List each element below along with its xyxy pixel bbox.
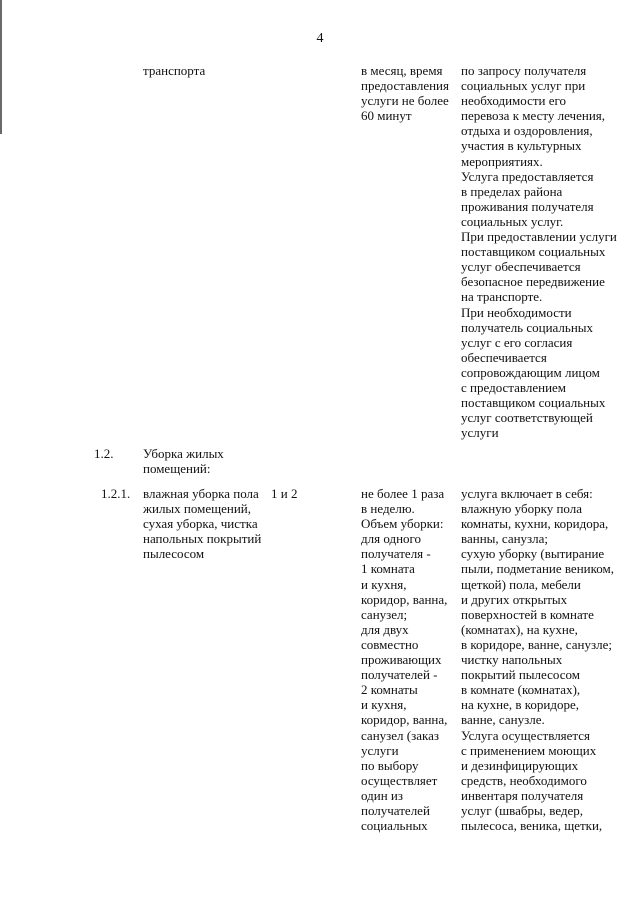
service-description-transport: по запросу получателя социальных услуг при необходимости его перевоза к месту лечения, отдыха и оздоровления, участия в культурных мероприятиях. Услуга предоставляется в пределах района проживания получателя социальных услуг. При предоставлении услуги поставщиком социальных услуг обеспечивается безопасное передвижение на транспорте. При необходимости получатель социальных услуг с его согласия обеспечивается сопровождающим лицом с предоставлением поставщиком социальных услуг соответствующей услуги: [461, 63, 617, 441]
scan-left-edge: [0, 0, 2, 134]
service-name-1-2-1: влажная уборка пола жилых помещений, сухая уборка, чистка напольных покрытий пылесосом: [143, 486, 262, 562]
section-number-1-2-1: 1.2.1.: [101, 486, 131, 501]
service-frequency-transport: в месяц, время предоставления услуги не более 60 минут: [361, 63, 449, 124]
section-number-1-2: 1.2.: [94, 446, 114, 461]
service-name-transport: транспорта: [143, 63, 206, 78]
service-description-1-2-1: услуга включает в себя: влажную уборку пола комнаты, кухни, коридора, ванны, санузла; сухую уборку (вытирание пыли, подметание веником, щеткой) пола, мебели и других открытых поверхностей в комнате (комнатах), на кухне, в коридоре, ванне, санузле; чистку напольных покрытий пылесосом в комнате (комнатах), на кухне, в коридоре, ванне, санузле. Услуга осуществляется с применением моющих и дезинфицирующих средств, необходимого инвентаря получателя услуг (швабры, ведер, пылесоса, веника, щетки,: [461, 486, 615, 834]
page-number: 4: [316, 31, 324, 46]
section-title-1-2: Уборка жилых помещений:: [143, 446, 224, 477]
service-form-1-2-1: 1 и 2: [271, 486, 298, 501]
service-frequency-1-2-1: не более 1 раза в неделю. Объем уборки: для одного получателя - 1 комната и кухня, коридор, ванна, санузел; для двух совместно проживающих получателей - 2 комнаты и кухня, коридор, ванна, санузел (заказ услуги по выбору осуществляет один из получателей социальных: [361, 486, 448, 834]
